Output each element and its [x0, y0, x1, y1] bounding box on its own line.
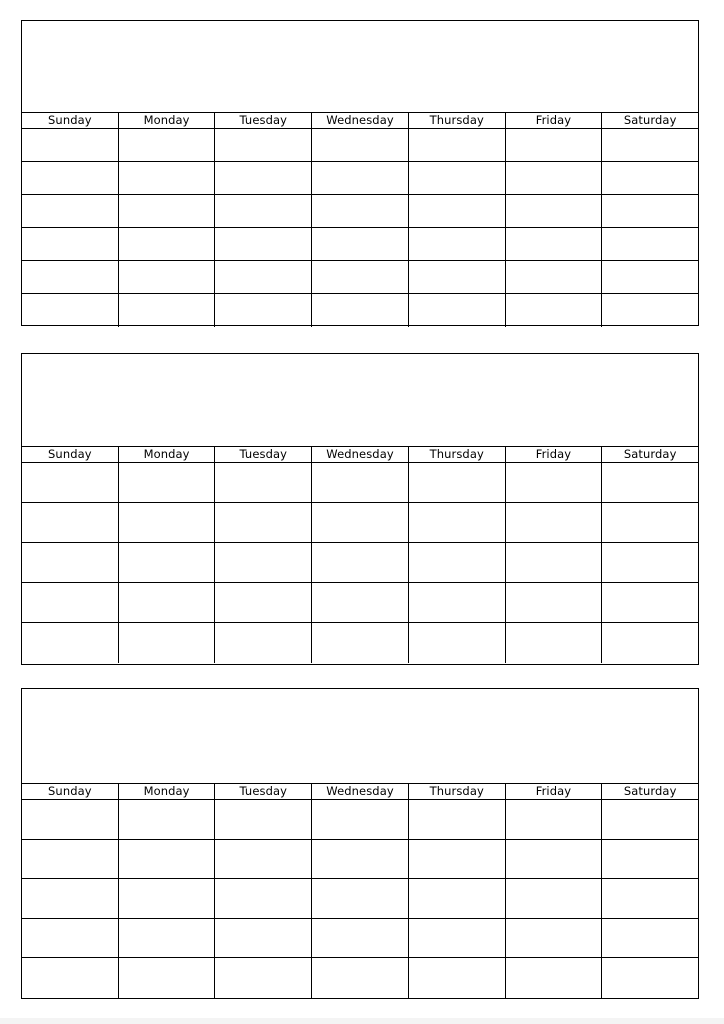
day-cell: [22, 623, 119, 663]
day-cell: [312, 543, 409, 582]
week-row: [22, 195, 698, 228]
day-cell: [119, 840, 216, 879]
week-row: [22, 503, 698, 543]
week-row: [22, 879, 698, 919]
weekday-thursday: Thursday: [409, 447, 506, 462]
day-cell: [22, 958, 119, 998]
page-bottom-strip: [0, 1018, 724, 1024]
day-cell: [409, 503, 506, 542]
day-cell: [506, 228, 603, 260]
week-row: [22, 958, 698, 998]
day-cell: [119, 543, 216, 582]
day-cell: [215, 503, 312, 542]
day-cell: [409, 129, 506, 161]
day-cell: [22, 840, 119, 879]
day-cell: [602, 195, 698, 227]
day-cell: [506, 195, 603, 227]
day-cell: [119, 958, 216, 998]
day-cell: [22, 583, 119, 622]
week-row: [22, 623, 698, 663]
day-cell: [602, 840, 698, 879]
day-cell: [602, 543, 698, 582]
calendar-3-weekday-header: [22, 784, 698, 800]
weekday-monday: Monday: [119, 447, 216, 462]
day-cell: [602, 879, 698, 918]
day-cell: [22, 228, 119, 260]
weekday-sunday: Sunday: [22, 784, 119, 799]
day-cell: [119, 800, 216, 839]
day-cell: [506, 129, 603, 161]
weekday-wednesday: Wednesday: [312, 447, 409, 462]
weekday-monday: Monday: [119, 784, 216, 799]
calendar-2-title-area: [22, 354, 698, 447]
weekday-friday: Friday: [506, 784, 603, 799]
day-cell: [312, 162, 409, 194]
day-cell: [22, 162, 119, 194]
day-cell: [602, 294, 698, 327]
weekday-thursday: Thursday: [409, 784, 506, 799]
day-cell: [215, 195, 312, 227]
calendar-3: [21, 688, 699, 999]
day-cell: [119, 583, 216, 622]
day-cell: [22, 800, 119, 839]
day-cell: [602, 261, 698, 293]
day-cell: [409, 261, 506, 293]
day-cell: [312, 623, 409, 663]
day-cell: [215, 800, 312, 839]
day-cell: [602, 800, 698, 839]
weekday-thursday: Thursday: [409, 113, 506, 128]
week-row: [22, 228, 698, 261]
day-cell: [312, 919, 409, 958]
day-cell: [215, 261, 312, 293]
day-cell: [215, 162, 312, 194]
week-row: [22, 129, 698, 162]
day-cell: [409, 800, 506, 839]
day-cell: [312, 503, 409, 542]
day-cell: [506, 503, 603, 542]
day-cell: [22, 463, 119, 502]
day-cell: [119, 162, 216, 194]
day-cell: [602, 228, 698, 260]
calendar-2: [21, 353, 699, 665]
day-cell: [602, 958, 698, 998]
week-row: [22, 919, 698, 959]
day-cell: [506, 958, 603, 998]
day-cell: [409, 463, 506, 502]
day-cell: [602, 463, 698, 502]
day-cell: [22, 503, 119, 542]
day-cell: [409, 919, 506, 958]
day-cell: [602, 919, 698, 958]
calendar-3-title-area: [22, 689, 698, 784]
day-cell: [312, 463, 409, 502]
day-cell: [119, 294, 216, 327]
day-cell: [409, 623, 506, 663]
day-cell: [312, 583, 409, 622]
day-cell: [215, 543, 312, 582]
weekday-saturday: Saturday: [623, 447, 677, 461]
calendar-2-weekday-header: [22, 447, 698, 463]
calendar-3-grid: [22, 800, 698, 998]
day-cell: [506, 800, 603, 839]
day-cell: [506, 294, 603, 327]
day-cell: [119, 919, 216, 958]
week-row: [22, 800, 698, 840]
weekday-saturday: Saturday: [623, 113, 677, 127]
calendar-1-title-area: [22, 21, 698, 113]
day-cell: [409, 543, 506, 582]
week-row: [22, 463, 698, 503]
day-cell: [312, 958, 409, 998]
day-cell: [506, 840, 603, 879]
day-cell: [22, 294, 119, 327]
weekday-saturday: Saturday: [623, 784, 677, 798]
day-cell: [22, 543, 119, 582]
weekday-wednesday: Wednesday: [312, 113, 409, 128]
day-cell: [506, 261, 603, 293]
day-cell: [119, 463, 216, 502]
day-cell: [409, 879, 506, 918]
day-cell: [215, 463, 312, 502]
day-cell: [602, 129, 698, 161]
day-cell: [215, 228, 312, 260]
day-cell: [119, 879, 216, 918]
weekday-wednesday: Wednesday: [312, 784, 409, 799]
calendar-1: [21, 20, 699, 326]
day-cell: [119, 623, 216, 663]
week-row: [22, 294, 698, 327]
weekday-sunday: Sunday: [22, 447, 119, 462]
day-cell: [602, 583, 698, 622]
day-cell: [602, 503, 698, 542]
day-cell: [22, 195, 119, 227]
day-cell: [312, 228, 409, 260]
day-cell: [312, 294, 409, 327]
day-cell: [22, 919, 119, 958]
day-cell: [312, 195, 409, 227]
day-cell: [602, 623, 698, 663]
day-cell: [409, 958, 506, 998]
day-cell: [119, 129, 216, 161]
day-cell: [119, 503, 216, 542]
day-cell: [215, 294, 312, 327]
day-cell: [506, 463, 603, 502]
day-cell: [215, 129, 312, 161]
day-cell: [506, 543, 603, 582]
day-cell: [506, 583, 603, 622]
day-cell: [215, 840, 312, 879]
weekday-monday: Monday: [119, 113, 216, 128]
day-cell: [602, 162, 698, 194]
day-cell: [409, 583, 506, 622]
weekday-tuesday: Tuesday: [215, 784, 312, 799]
calendar-2-grid: [22, 463, 698, 663]
day-cell: [506, 879, 603, 918]
weekday-friday: Friday: [506, 447, 603, 462]
day-cell: [215, 919, 312, 958]
day-cell: [409, 228, 506, 260]
day-cell: [312, 129, 409, 161]
day-cell: [215, 583, 312, 622]
day-cell: [215, 958, 312, 998]
weekday-tuesday: Tuesday: [215, 447, 312, 462]
week-row: [22, 261, 698, 294]
day-cell: [506, 162, 603, 194]
calendar-1-grid: [22, 129, 698, 327]
day-cell: [506, 919, 603, 958]
day-cell: [506, 623, 603, 663]
day-cell: [22, 129, 119, 161]
week-row: [22, 543, 698, 583]
week-row: [22, 162, 698, 195]
weekday-friday: Friday: [506, 113, 603, 128]
day-cell: [215, 623, 312, 663]
week-row: [22, 840, 698, 880]
calendar-1-weekday-header: [22, 113, 698, 129]
day-cell: [22, 879, 119, 918]
day-cell: [312, 800, 409, 839]
day-cell: [119, 228, 216, 260]
week-row: [22, 583, 698, 623]
day-cell: [312, 261, 409, 293]
day-cell: [409, 162, 506, 194]
day-cell: [409, 294, 506, 327]
day-cell: [22, 261, 119, 293]
day-cell: [409, 195, 506, 227]
day-cell: [409, 840, 506, 879]
weekday-sunday: Sunday: [22, 113, 119, 128]
day-cell: [119, 261, 216, 293]
day-cell: [215, 879, 312, 918]
day-cell: [312, 840, 409, 879]
day-cell: [312, 879, 409, 918]
day-cell: [119, 195, 216, 227]
weekday-tuesday: Tuesday: [215, 113, 312, 128]
